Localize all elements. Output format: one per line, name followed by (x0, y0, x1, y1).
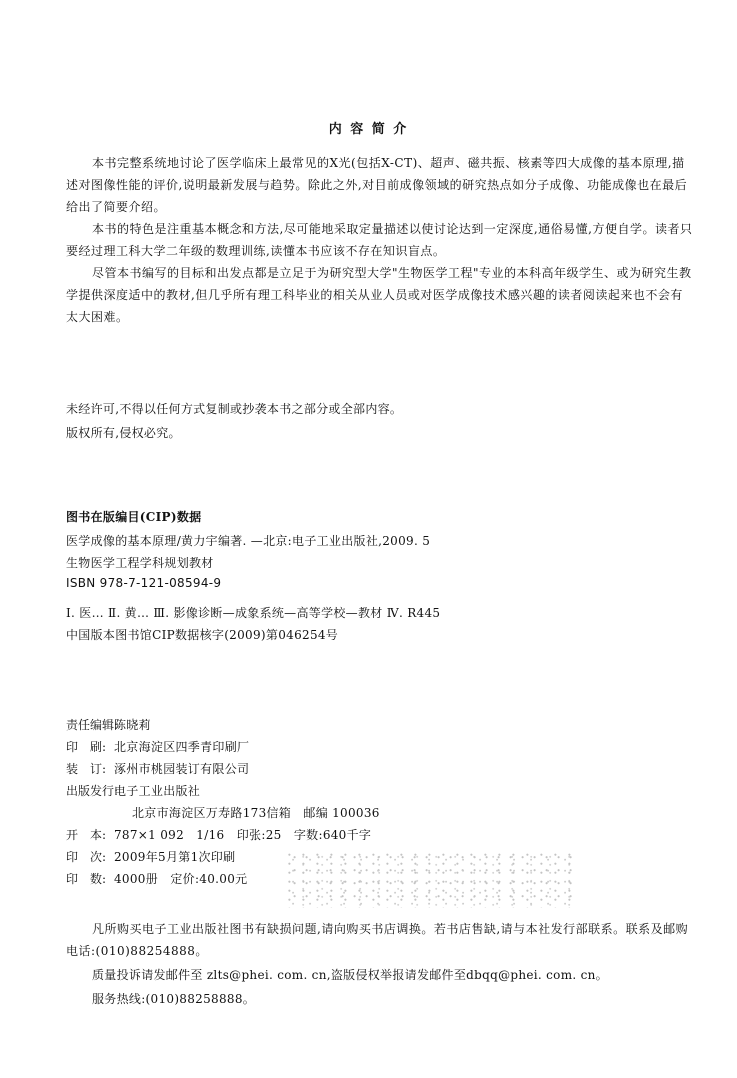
format-label: 开 本: (66, 828, 107, 842)
imprint-editor (66, 716, 151, 734)
publisher-label: 出版发行: (66, 784, 119, 798)
cip-series-line: 生物医学工程学科规划教材 (66, 556, 214, 570)
copies-value: 4000册 定价:40.00元 (114, 872, 248, 886)
binder-value: 涿州市桃园装订有限公司 (114, 762, 250, 776)
printer-value: 北京海淀区四季青印刷厂 (114, 740, 250, 754)
edition-label: 印 次: (66, 850, 107, 864)
page-title: 内 容 简 介 (328, 122, 409, 137)
copies-label: 印 数: (66, 872, 107, 886)
cip-isbn: ISBN 978-7-121-08594-9 (66, 576, 222, 590)
intro-paragraph-3: 尽管本书编写的目标和出发点都是立足于为研究型大学"生物医学工程"专业的本科高年级学生、或为研究生教学提供深度适中的教材,但几乎所有理工科毕业的相关从业人员或对医学成像技术感兴趣的读者阅读起来也不会有太大困难。 (66, 266, 692, 324)
printer-label: 印 刷: (66, 740, 107, 754)
intro-paragraph-2: 本书的特色是注重基本概念和方法,尽可能地采取定量描述以使讨论达到一定深度,通俗易懂,方便自学。读者只要经过理工科大学二年级的数理训练,读懂本书应该不存在知识盲点。 (66, 222, 693, 258)
rights-reserved: 版权所有,侵权必究。 (66, 426, 181, 440)
imprint-binder (66, 760, 249, 778)
editor-label: 责任编辑: (66, 718, 119, 732)
cip-record-number: 中国版本图书馆CIP数据核字(2009)第046254号 (66, 628, 339, 642)
cip-classification: Ⅰ. 医… Ⅱ. 黄… Ⅲ. 影像诊断—成象系统—高等学校—教材 Ⅳ. R445 (66, 606, 441, 620)
intro-paragraph-1: 本书完整系统地讨论了医学临床上最常见的X光(包括X-CT)、超声、磁共振、核素等四大成像的基本原理,描述对图像性能的评价,说明最新发展与趋势。除此之外,对目前成像领域的研究热点如分子成像、功能成像也在最后给出了简要介绍。 (66, 156, 688, 214)
service-hotline: 服务热线:(010)88258888。 (92, 992, 256, 1006)
edition-value: 2009年5月第1次印刷 (114, 850, 236, 864)
service-notice: 凡所购买电子工业出版社图书有缺损问题,请向购买书店调换。若书店售缺,请与本社发行部联系。联系及邮购电话:(010)88254888。 (66, 922, 689, 958)
editor-value: 陈晓莉 (114, 718, 151, 732)
format-value: 787×1 092 1/16 印张:25 字数:640千字 (114, 828, 372, 842)
quality-complaint-email: 质量投诉请发邮件至 zlts@phei. com. cn,盗版侵权举报请发邮件至dbqq@phei. com. cn。 (92, 968, 608, 982)
copyright-notice: 未经许可,不得以任何方式复制或抄袭本书之部分或全部内容。 (66, 402, 403, 416)
scan-noise (288, 852, 578, 908)
publisher-value: 电子工业出版社 (114, 784, 201, 798)
imprint-printer (66, 738, 249, 756)
binder-label: 装 订: (66, 762, 107, 776)
imprint-publisher (66, 782, 200, 800)
imprint-edition (66, 848, 235, 866)
imprint-address: 北京市海淀区万寿路173信箱 邮编 100036 (132, 806, 380, 820)
cip-heading: 图书在版编目(CIP)数据 (66, 510, 202, 524)
imprint-format (66, 826, 371, 844)
cip-title-line: 医学成像的基本原理/黄力宇编著. —北京:电子工业出版社,2009. 5 (66, 534, 431, 548)
imprint-copies (66, 870, 247, 888)
